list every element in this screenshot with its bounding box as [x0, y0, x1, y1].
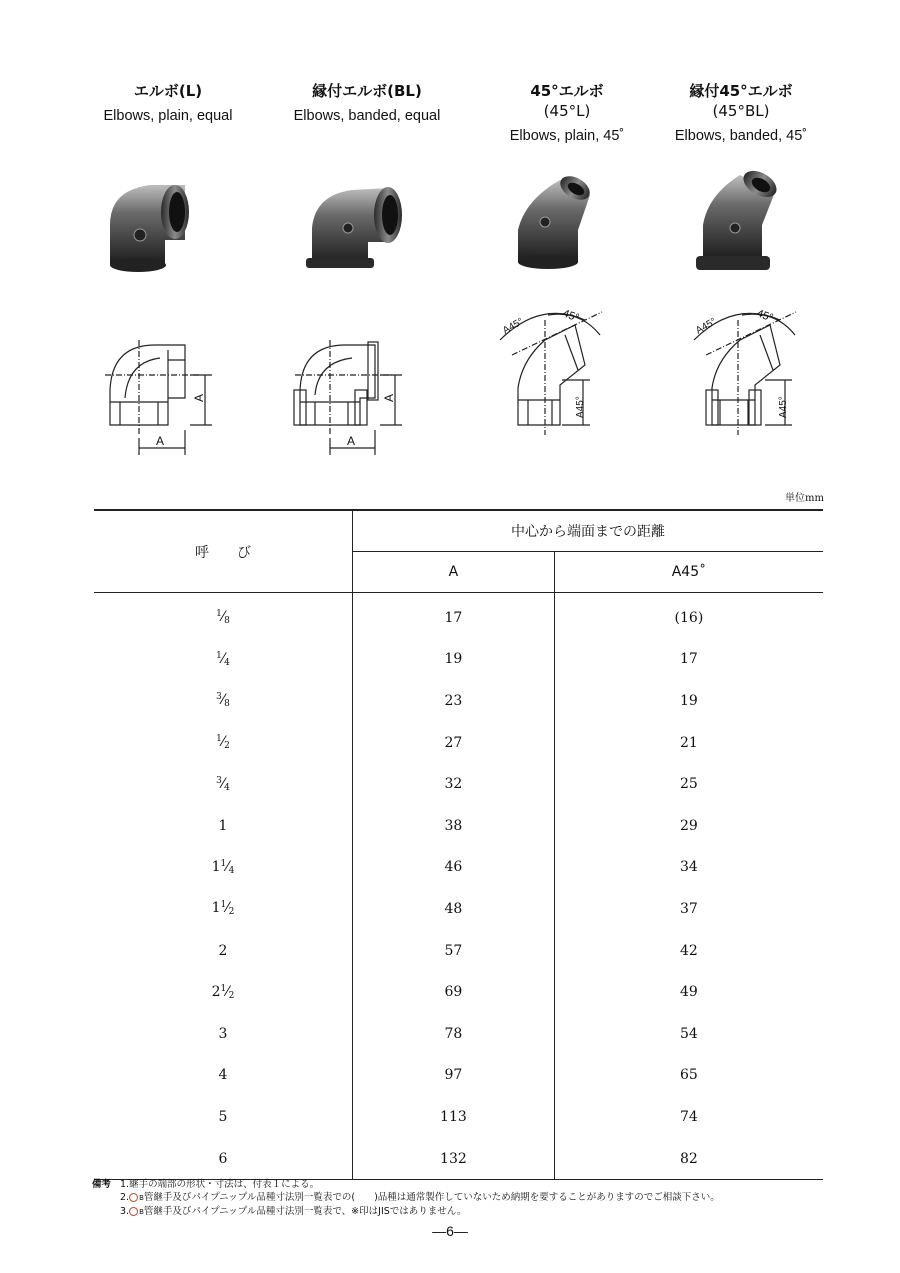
- cell-a45: 37: [680, 900, 698, 917]
- dim-label: A: [192, 393, 206, 402]
- cell-a45: 25: [680, 776, 698, 793]
- table-row: [94, 1096, 823, 1138]
- cell-a45: 42: [680, 942, 698, 959]
- unit-label: 単位mm: [785, 493, 824, 504]
- note-2: 管継手及びパイプニップル品種寸法別一覧表での( )品種は通常製作していないため納期を要することがありますのでご相談下さい。: [143, 1192, 720, 1203]
- table-row: [94, 1013, 823, 1055]
- cell-a45: 82: [680, 1150, 698, 1167]
- cell-a45: 17: [680, 651, 698, 668]
- note-1: 1.継手の端部の形状・寸法は、付表１による。: [120, 1179, 320, 1190]
- table-row: [94, 805, 823, 847]
- dim-label-a45: A45°: [575, 396, 586, 418]
- table-row: [94, 1138, 823, 1180]
- product-title-jp: 45°エルボ: [530, 82, 604, 100]
- header-size: 呼 び: [94, 510, 353, 593]
- product-title-jp: 縁付エルボ(BL): [312, 82, 422, 100]
- dim-label-a45: A45°: [501, 316, 526, 337]
- cell-size: $1^1⁄_2$: [94, 888, 353, 930]
- product-heading-elbow-bl: [267, 80, 467, 127]
- cell-size: 1: [94, 805, 353, 847]
- cell-a: 32: [353, 763, 555, 805]
- cell-a45: 21: [680, 734, 698, 751]
- cell-size: $^1⁄_4$: [94, 639, 353, 681]
- cell-size: 6: [94, 1138, 353, 1180]
- cell-a: 97: [353, 1055, 555, 1097]
- dim-label: A: [382, 393, 396, 402]
- product-title-jp: 縁付45°エルボ: [689, 82, 793, 100]
- note-3: 管継手及びパイプニップル品種寸法別一覧表で、※印はJISではありません。: [143, 1206, 467, 1217]
- table-row: [94, 593, 823, 639]
- cell-size: 2: [94, 930, 353, 972]
- table-row: [94, 971, 823, 1013]
- cell-size: $^3⁄_8$: [94, 680, 353, 722]
- cell-size: $^1⁄_2$: [94, 722, 353, 764]
- cell-a: 17: [353, 593, 555, 639]
- cell-a45: 29: [680, 817, 698, 834]
- cell-a45: 65: [680, 1067, 698, 1084]
- product-title-jp: エルボ(L): [133, 82, 203, 100]
- dim-label: A: [347, 434, 356, 448]
- cell-a45: 54: [680, 1025, 698, 1042]
- cell-a: 19: [353, 639, 555, 681]
- cell-size: $2^1⁄_2$: [94, 971, 353, 1013]
- header-a: A: [353, 552, 555, 593]
- elbow-90-plain-photo: [110, 185, 189, 272]
- mark-logo-icon: [129, 1193, 138, 1202]
- cell-a: 46: [353, 847, 555, 889]
- mark-sub: B: [139, 1208, 144, 1216]
- cell-a45: 74: [680, 1108, 698, 1125]
- product-title-en: Elbows, banded, 45˚: [674, 128, 808, 144]
- dim-label-a45: A45°: [694, 316, 719, 337]
- cell-size: $^3⁄_4$: [94, 763, 353, 805]
- cell-size: 5: [94, 1096, 353, 1138]
- cell-a: 57: [353, 930, 555, 972]
- product-heading-elbow-45bl: [641, 80, 841, 147]
- product-code: (45°L): [543, 102, 591, 120]
- elbow-45-plain-photo: [518, 171, 594, 269]
- cell-a: 23: [353, 680, 555, 722]
- table-row: [94, 930, 823, 972]
- table-body: [94, 593, 823, 1180]
- cell-a: 38: [353, 805, 555, 847]
- dimension-table: [94, 509, 823, 1180]
- header-group: 中心から端面までの距離: [353, 510, 824, 552]
- cell-size: 3: [94, 1013, 353, 1055]
- product-title-en: Elbows, plain, 45˚: [509, 128, 625, 144]
- elbow-90-banded-photo: [306, 187, 402, 268]
- mark-sub: B: [139, 1194, 144, 1202]
- dim-label: A: [156, 434, 165, 448]
- cell-a45: (16): [674, 609, 704, 626]
- page-number: —6—: [432, 1223, 468, 1239]
- angle-label: 45°: [754, 307, 775, 325]
- cell-a: 69: [353, 971, 555, 1013]
- cell-a: 48: [353, 888, 555, 930]
- angle-label: 45°: [560, 307, 581, 325]
- mark-logo-icon: [129, 1207, 138, 1216]
- cell-size: $1^1⁄_4$: [94, 847, 353, 889]
- table-row: [94, 1055, 823, 1097]
- note-3-prefix: 3.: [120, 1206, 130, 1217]
- table-row: [94, 763, 823, 805]
- technical-drawings: [0, 290, 900, 460]
- cell-size: 4: [94, 1055, 353, 1097]
- table-row: [94, 722, 823, 764]
- product-code: (45°BL): [712, 102, 770, 120]
- product-title-en: Elbows, plain, equal: [103, 108, 233, 124]
- cell-a: 78: [353, 1013, 555, 1055]
- table-row: [94, 847, 823, 889]
- cell-a: 113: [353, 1096, 555, 1138]
- header-a45: A45˚: [671, 564, 707, 580]
- table-row: [94, 680, 823, 722]
- cell-a45: 19: [680, 692, 698, 709]
- notes: [92, 1178, 720, 1219]
- dim-label-a45: A45°: [778, 396, 789, 418]
- cell-a45: 34: [680, 859, 698, 876]
- product-photos: [0, 170, 900, 280]
- notes-label: 備考: [92, 1179, 112, 1190]
- cell-a: 27: [353, 722, 555, 764]
- cell-size: $^1⁄_8$: [94, 593, 353, 639]
- cell-a: 132: [353, 1138, 555, 1180]
- cell-a45: 49: [680, 984, 698, 1001]
- elbow-45-banded-photo: [696, 170, 781, 270]
- note-2-prefix: 2.: [120, 1192, 130, 1203]
- product-heading-elbow-l: [68, 80, 268, 127]
- product-heading-elbow-45l: [467, 80, 667, 147]
- product-title-en: Elbows, banded, equal: [293, 108, 441, 124]
- table-row: [94, 639, 823, 681]
- table-row: [94, 888, 823, 930]
